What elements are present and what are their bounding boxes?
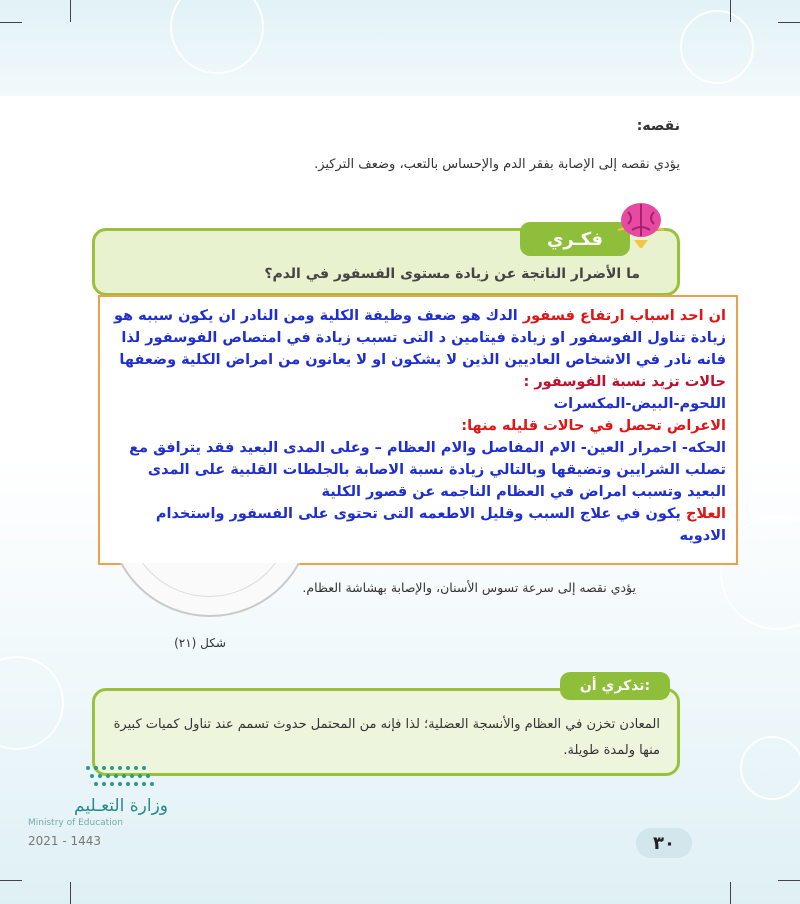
crop-mark (70, 0, 71, 22)
crop-mark (730, 882, 731, 904)
remember-text: المعادن تخزن في العظام والأنسجة العضلية؛ لذا فإنه من المحتمل حدوث تسمم عند تناول كميات كبيرة منها ولمدة طويلة. (113, 717, 660, 758)
ministry-name-arabic: وزارة التعـليم (74, 796, 168, 816)
cases-title: حالات تزيد نسبة الفوسفور : (523, 374, 726, 390)
answer-intro (110, 305, 726, 371)
decor-circle (740, 736, 800, 800)
ministry-name-english: Ministry of Education (28, 818, 123, 828)
decor-circle (170, 0, 264, 74)
think-tab: فكـري (520, 222, 630, 256)
plate-image (108, 563, 310, 623)
answer-intro-blue: الدك هو ضعف وظيفة الكلية ومن النادر ان يكون سببه هو زيادة تناول الفوسفور او زيادة فيتامين د التى تسبب زيادة في امتصاص الفوسفور لذا فانه نادر في الاشخاص العاديين الذين لا يشكون او لا يعانون من امراض الكلية وضعفها (113, 308, 726, 368)
remember-tab: تذكري أن: (560, 672, 670, 700)
decor-circle (0, 656, 64, 750)
symptoms-title: الاعراض تحصل في حالات قليله منها: (461, 418, 726, 434)
answer-box (98, 295, 738, 565)
crop-mark (778, 22, 800, 23)
top-band (0, 0, 800, 96)
brain-icon (612, 200, 670, 254)
section-text: يؤدي نقصه إلى الإصابة بفقر الدم والإحساس بالتعب، وضعف التركيز. (314, 157, 680, 172)
figure-text: يؤدي نقصه إلى سرعة تسوس الأسنان، والإصابة بهشاشة العظام. (302, 580, 636, 595)
edition-year: 2021 - 1443 (28, 834, 102, 848)
page-number: ٣٠ (636, 828, 692, 858)
treatment (110, 503, 726, 547)
figure-caption: شكل (٢١) (174, 636, 226, 650)
section-label: نقصه: (636, 118, 680, 134)
crop-mark (730, 0, 731, 22)
crop-mark (778, 880, 800, 881)
treatment-blue: يكون في علاج السبب وقليل الاطعمه التى تحتوى على الفسفور واستخدام الادويه (155, 506, 726, 544)
symptoms-text: الحكه- احمرار العين- الام المفاصل والام العظام – وعلى المدى البعيد فقد يترافق مع تصلب الشرايين وتضيقها وبالتالي زيادة نسبة الاصابة بالجلطات القلبية على المدى البعيد وتسبب امراض في العظام الناجمه عن قصور الكلية (129, 440, 726, 500)
crop-mark (0, 22, 22, 23)
crop-mark (0, 880, 22, 881)
decor-circle (680, 10, 754, 84)
ministry-logo-icon (80, 762, 170, 792)
answer-intro-red: ان احد اسباب ارتفاع فسفور (522, 308, 726, 324)
cases-list: اللحوم-البيض-المكسرات (553, 396, 726, 412)
treatment-red: العلاج (685, 506, 726, 522)
crop-mark (70, 882, 71, 904)
think-question: ما الأضرار الناتجة عن زيادة مستوى الفسفور في الدم؟ (264, 266, 640, 282)
